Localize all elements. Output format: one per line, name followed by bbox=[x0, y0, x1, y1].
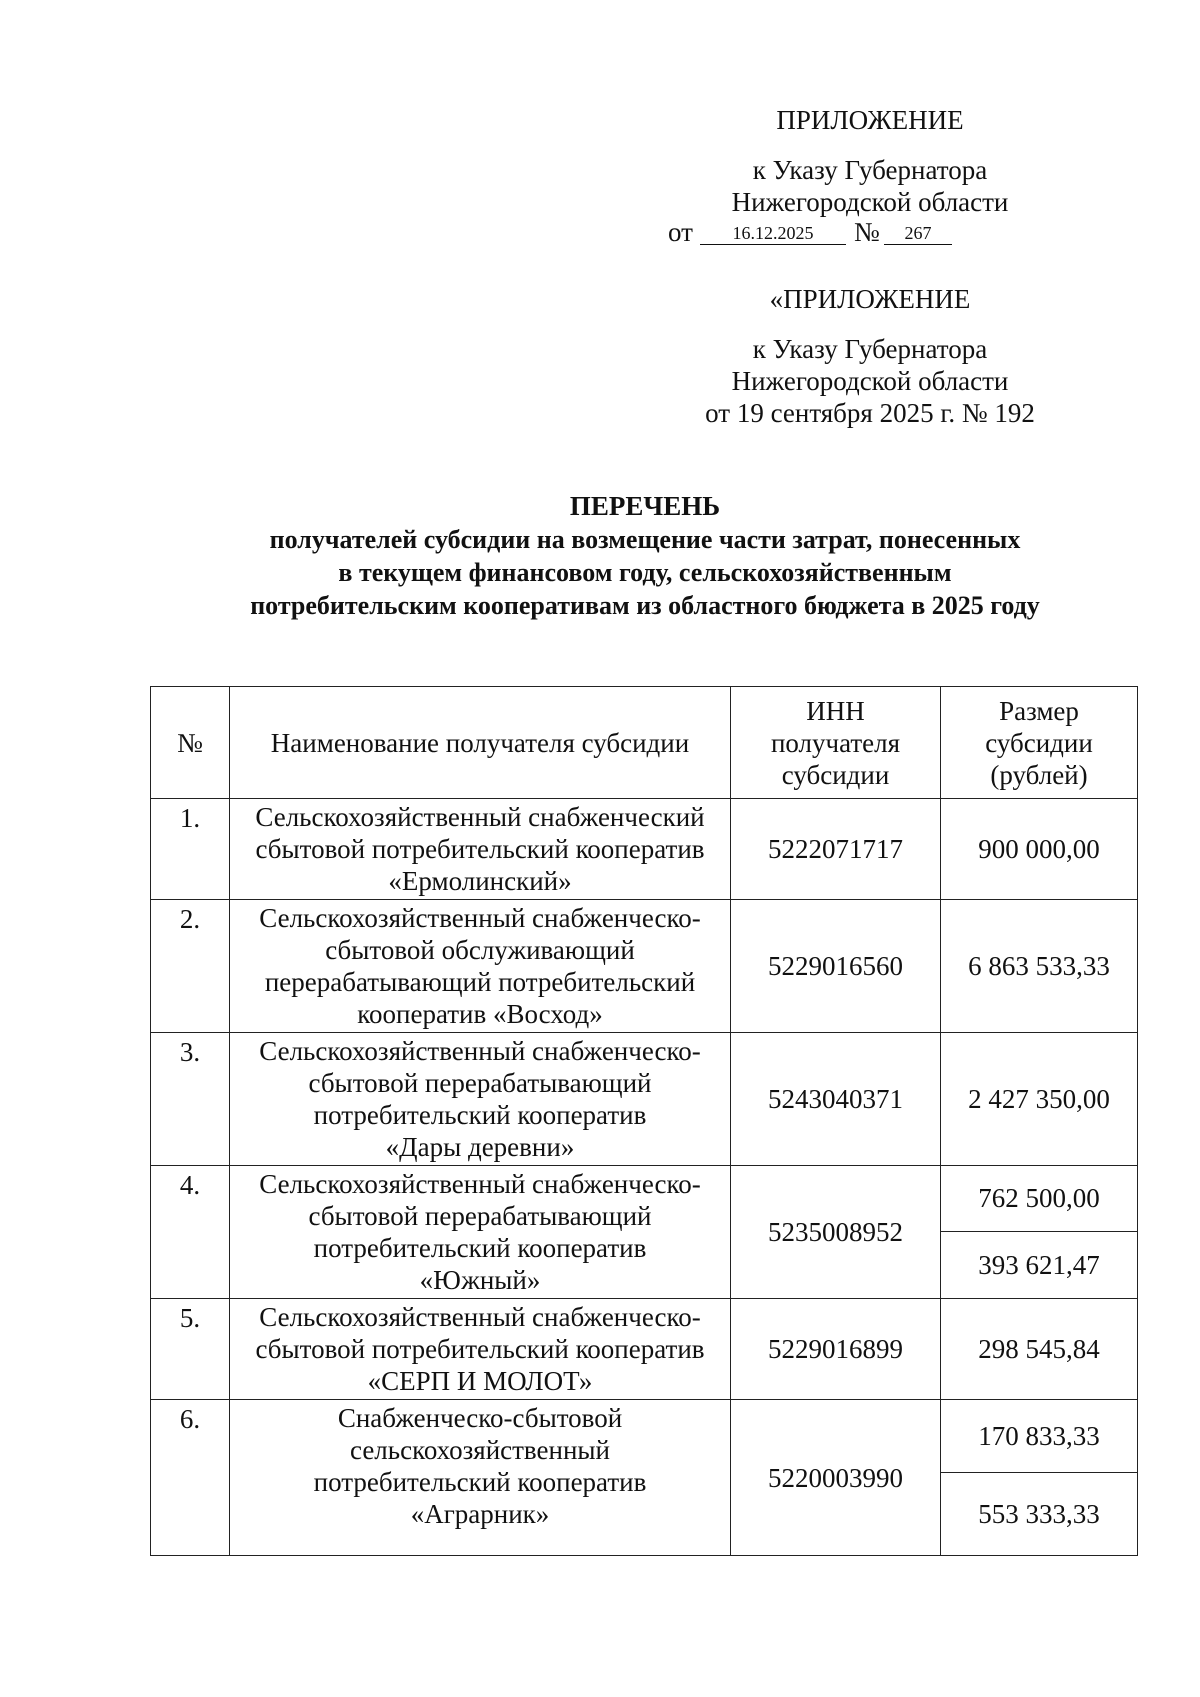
list-subtitle-line-1: получателей субсидии на возмещение части затрат, понесенных bbox=[269, 525, 1021, 554]
recipient-name: Снабженческо-сбытовой сельскохозяйственный потребительский кооператив «Аграрник» bbox=[230, 1400, 731, 1556]
subsidy-amount: 298 545,84 bbox=[941, 1299, 1138, 1400]
table-row bbox=[151, 900, 1138, 1033]
subsidy-amount: 2 427 350,00 bbox=[941, 1033, 1138, 1166]
row-number: 6. bbox=[151, 1400, 230, 1556]
amended-date-line: от 19 сентября 2025 г. № 192 bbox=[705, 398, 1035, 428]
recipient-name: Сельскохозяйственный снабженческо- сбытовой перерабатывающий потребительский кооператив «Дары деревни» bbox=[230, 1033, 731, 1166]
recipients-table bbox=[150, 686, 1138, 1556]
recipient-inn: 5222071717 bbox=[731, 799, 941, 900]
decree-reference: к Указу Губернатора bbox=[752, 155, 988, 185]
column-header-number: № bbox=[151, 687, 230, 799]
recipient-name: Сельскохозяйственный снабженческий сбытовой потребительский кооператив «Ермолинский» bbox=[230, 799, 731, 900]
recipient-name: Сельскохозяйственный снабженческо- сбытовой обслуживающий перерабатывающий потребительский кооператив «Восход» bbox=[230, 900, 731, 1033]
table-row bbox=[151, 1166, 1138, 1232]
recipient-inn: 5229016899 bbox=[731, 1299, 941, 1400]
table-row bbox=[151, 1400, 1138, 1473]
region-name: Нижегородской области bbox=[731, 187, 1009, 217]
decree-date-field: 16.12.2025 bbox=[700, 222, 846, 245]
table-row bbox=[151, 799, 1138, 900]
subsidy-amount: 170 833,33 bbox=[941, 1400, 1138, 1473]
subsidy-amount: 6 863 533,33 bbox=[941, 900, 1138, 1033]
row-number: 2. bbox=[151, 900, 230, 1033]
subsidy-amount: 762 500,00 bbox=[941, 1166, 1138, 1232]
row-number: 4. bbox=[151, 1166, 230, 1299]
decree-number-field: 267 bbox=[884, 222, 952, 245]
recipient-inn: 5235008952 bbox=[731, 1166, 941, 1299]
decree-date-number-line bbox=[660, 216, 1080, 250]
row-number: 5. bbox=[151, 1299, 230, 1400]
row-number: 1. bbox=[151, 799, 230, 900]
row-number: 3. bbox=[151, 1033, 230, 1166]
amended-region-name: Нижегородской области bbox=[731, 366, 1009, 396]
column-header-amount: Размер субсидии (рублей) bbox=[941, 687, 1138, 799]
table-row bbox=[151, 1299, 1138, 1400]
table-row bbox=[151, 1033, 1138, 1166]
subsidy-amount: 900 000,00 bbox=[941, 799, 1138, 900]
appendix-title: ПРИЛОЖЕНИЕ bbox=[776, 105, 964, 135]
number-sign: № bbox=[854, 217, 880, 247]
list-subtitle-line-2: в текущем финансовом году, сельскохозяйственным bbox=[338, 558, 952, 587]
recipient-inn: 5243040371 bbox=[731, 1033, 941, 1166]
column-header-name: Наименование получателя субсидии bbox=[230, 687, 731, 799]
column-header-inn: ИНН получателя субсидии bbox=[731, 687, 941, 799]
table-header-row bbox=[151, 687, 1138, 799]
amended-decree-reference: к Указу Губернатора bbox=[752, 334, 988, 364]
subsidy-amount: 553 333,33 bbox=[941, 1473, 1138, 1556]
subsidy-amount: 393 621,47 bbox=[941, 1231, 1138, 1298]
recipient-name: Сельскохозяйственный снабженческо- сбытовой перерабатывающий потребительский кооператив «Южный» bbox=[230, 1166, 731, 1299]
list-heading: ПЕРЕЧЕНЬ bbox=[569, 491, 721, 521]
recipient-inn: 5220003990 bbox=[731, 1400, 941, 1556]
recipient-name: Сельскохозяйственный снабженческо- сбытовой потребительский кооператив «СЕРП И МОЛОТ» bbox=[230, 1299, 731, 1400]
list-subtitle-line-3: потребительским кооперативам из областного бюджета в 2025 году bbox=[250, 591, 1040, 620]
amended-appendix-title: «ПРИЛОЖЕНИЕ bbox=[769, 284, 971, 314]
recipient-inn: 5229016560 bbox=[731, 900, 941, 1033]
from-label: от bbox=[668, 217, 693, 247]
